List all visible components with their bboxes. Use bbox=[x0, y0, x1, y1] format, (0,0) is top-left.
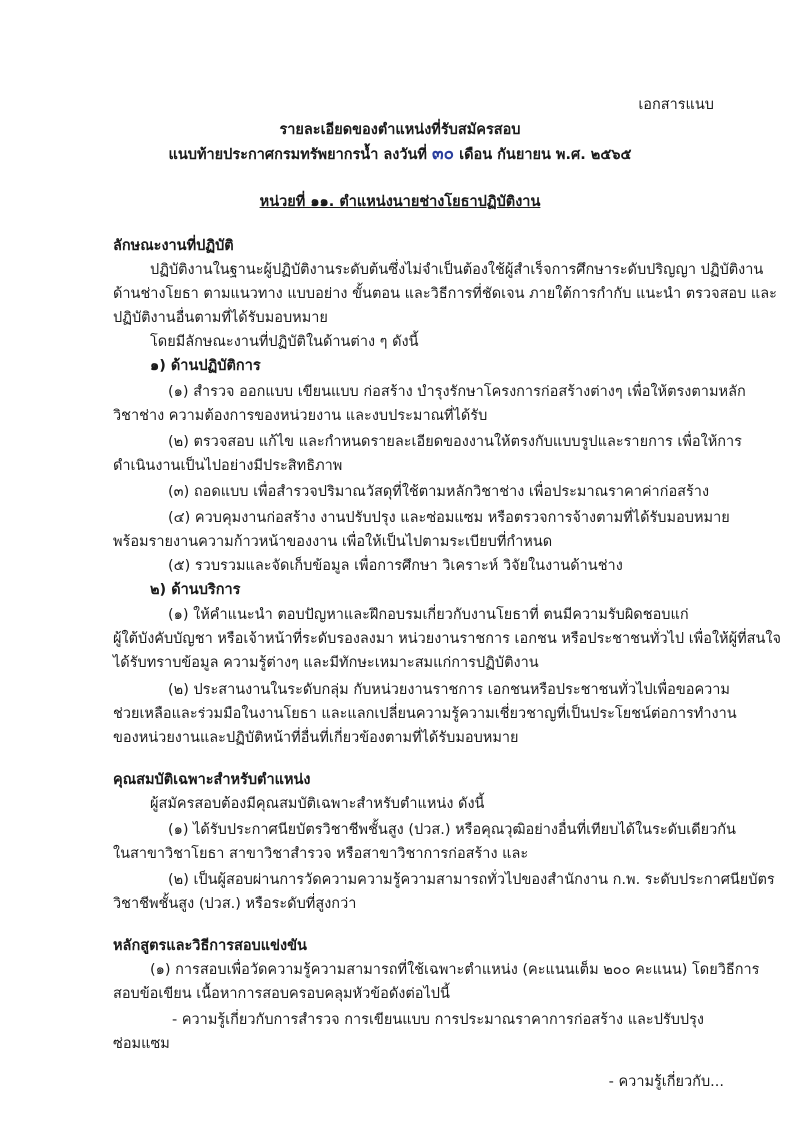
section1-item: พร้อมรายงานความก้าวหน้าของงาน เพื่อให้เป็นไปตามระเบียบที่กำหนด bbox=[113, 534, 553, 550]
qualification-item: (๒) เป็นผู้สอบผ่านการวัดความความรู้ความสามารถทั่วไปของสำนักงาน ก.พ. ระดับประกาศนียบัตร bbox=[168, 872, 775, 888]
section1-heading: ๑) ด้านปฏิบัติการ bbox=[150, 358, 261, 374]
section1-item: (๓) ถอดแบบ เพื่อสำรวจปริมาณวัสดุที่ใช้ตามหลักวิชาช่าง เพื่อประมาณราคาค่าก่อสร้าง bbox=[168, 484, 710, 500]
section1-item: (๔) ควบคุมงานก่อสร้าง งานปรับปรุง และซ่อมแซม หรือตรวจการจ้างตามที่ได้รับมอบหมาย bbox=[168, 510, 730, 526]
section2-item: ของหน่วยงานและปฏิบัติหน้าที่อื่นที่เกี่ยวข้องตามที่ได้รับมอบหมาย bbox=[113, 730, 519, 746]
qualification-item: ในสาขาวิชาโยธา สาขาวิชาสำรวจ หรือสาขาวิชาการก่อสร้าง และ bbox=[113, 846, 529, 862]
unit-heading: หน่วยที่ ๑๑. ตำแหน่งนายช่างโยธาปฏิบัติงาน bbox=[259, 194, 541, 210]
section2-item: ได้รับทราบข้อมูล ความรู้ต่างๆ และมีทักษะเหมาะสมแก่การปฏิบัติงาน bbox=[113, 655, 539, 671]
job-description-heading: ลักษณะงานที่ปฏิบัติ bbox=[113, 238, 234, 254]
section2-item: ช่วยเหลือและร่วมมือในงานโยธา และแลกเปลี่ยนความรู้ความเชี่ยวชาญที่เป็นประโยชน์ต่อการทำงาน bbox=[113, 706, 737, 722]
exam-line: - ความรู้เกี่ยวกับการสำรวจ การเขียนแบบ การประมาณราคาการก่อสร้าง และปรับปรุง bbox=[172, 1012, 704, 1028]
job-para-line: ปฏิบัติงานในฐานะผู้ปฏิบัติงานระดับต้นซึ่งไม่จำเป็นต้องใช้ผู้สำเร็จการศึกษาระดับปริญญา ปฏิบัติงาน bbox=[150, 262, 764, 278]
qualifications-heading: คุณสมบัติเฉพาะสำหรับตำแหน่ง bbox=[113, 772, 311, 788]
section1-item: ดำเนินงานเป็นไปอย่างมีประสิทธิภาพ bbox=[113, 458, 343, 474]
job-para-line: ปฏิบัติงานอื่นตามที่ได้รับมอบหมาย bbox=[113, 310, 328, 326]
handwritten-day: ๓๐ bbox=[432, 144, 455, 164]
exam-line: สอบข้อเขียน เนื้อหาการสอบครอบคลุมหัวข้อดังต่อไปนี้ bbox=[113, 986, 450, 1002]
section2-item: (๑) ให้คำแนะนำ ตอบปัญหาและฝึกอบรมเกี่ยวกับงานโยธาที่ ตนมีความรับผิดชอบแก่ bbox=[168, 607, 689, 623]
job-intro: โดยมีลักษณะงานที่ปฏิบัติในด้านต่าง ๆ ดังนี้ bbox=[150, 334, 419, 350]
page-continuation: - ความรู้เกี่ยวกับ... bbox=[608, 1074, 724, 1090]
qualification-item: วิชาชีพชั้นสูง (ปวส.) หรือระดับที่สูงกว่า bbox=[113, 896, 357, 912]
qualifications-intro: ผู้สมัครสอบต้องมีคุณสมบัติเฉพาะสำหรับตำแหน่ง ดังนี้ bbox=[150, 796, 485, 812]
exam-line: (๑) การสอบเพื่อวัดความรู้ความสามารถที่ใช้เฉพาะตำแหน่ง (คะแนนเต็ม ๒๐๐ คะแนน) โดยวิธีการ bbox=[150, 962, 760, 978]
attachment-label: เอกสารแนบ bbox=[638, 97, 714, 113]
document-title: รายละเอียดของตำแหน่งที่รับสมัครสอบ bbox=[279, 122, 521, 138]
section1-item: (๕) รวบรวมและจัดเก็บข้อมูล เพื่อการศึกษา วิเคราะห์ วิจัยในงานด้านช่าง bbox=[168, 558, 623, 574]
subtitle-suffix: เดือน กันยายน พ.ศ. ๒๕๖๕ bbox=[459, 147, 632, 163]
section1-item: วิชาช่าง ความต้องการของหน่วยงาน และงบประมาณที่ได้รับ bbox=[113, 408, 488, 424]
subtitle-prefix: แนบท้ายประกาศกรมทรัพยากรน้ำ ลงวันที่ bbox=[168, 147, 427, 163]
document-subtitle bbox=[0, 144, 800, 165]
section2-item: ผู้ใต้บังคับบัญชา หรือเจ้าหน้าที่ระดับรองลงมา หน่วยงานราชการ เอกชน หรือประชาชนทั่วไป เพื่อให้ผู้ที่สนใจ bbox=[113, 631, 781, 647]
qualification-item: (๑) ได้รับประกาศนียบัตรวิชาชีพชั้นสูง (ปวส.) หรือคุณวุฒิอย่างอื่นที่เทียบได้ในระดับเดียวกัน bbox=[168, 822, 736, 838]
job-para-line: ด้านช่างโยธา ตามแนวทาง แบบอย่าง ขั้นตอน และวิธีการที่ชัดเจน ภายใต้การกำกับ แนะนำ ตรวจสอบ และ bbox=[113, 286, 777, 302]
section1-item: (๑) สำรวจ ออกแบบ เขียนแบบ ก่อสร้าง บำรุงรักษาโครงการก่อสร้างต่างๆ เพื่อให้ตรงตามหลัก bbox=[168, 384, 746, 400]
exam-heading: หลักสูตรและวิธีการสอบแข่งขัน bbox=[113, 938, 307, 954]
section1-item: (๒) ตรวจสอบ แก้ไข และกำหนดรายละเอียดของงานให้ตรงกับแบบรูปและรายการ เพื่อให้การ bbox=[168, 434, 742, 450]
section2-item: (๒) ประสานงานในระดับกลุ่ม กับหน่วยงานราชการ เอกชนหรือประชาชนทั่วไปเพื่อขอความ bbox=[168, 682, 730, 698]
exam-line: ซ่อมแซม bbox=[113, 1036, 170, 1052]
section2-heading: ๒) ด้านบริการ bbox=[150, 582, 241, 598]
